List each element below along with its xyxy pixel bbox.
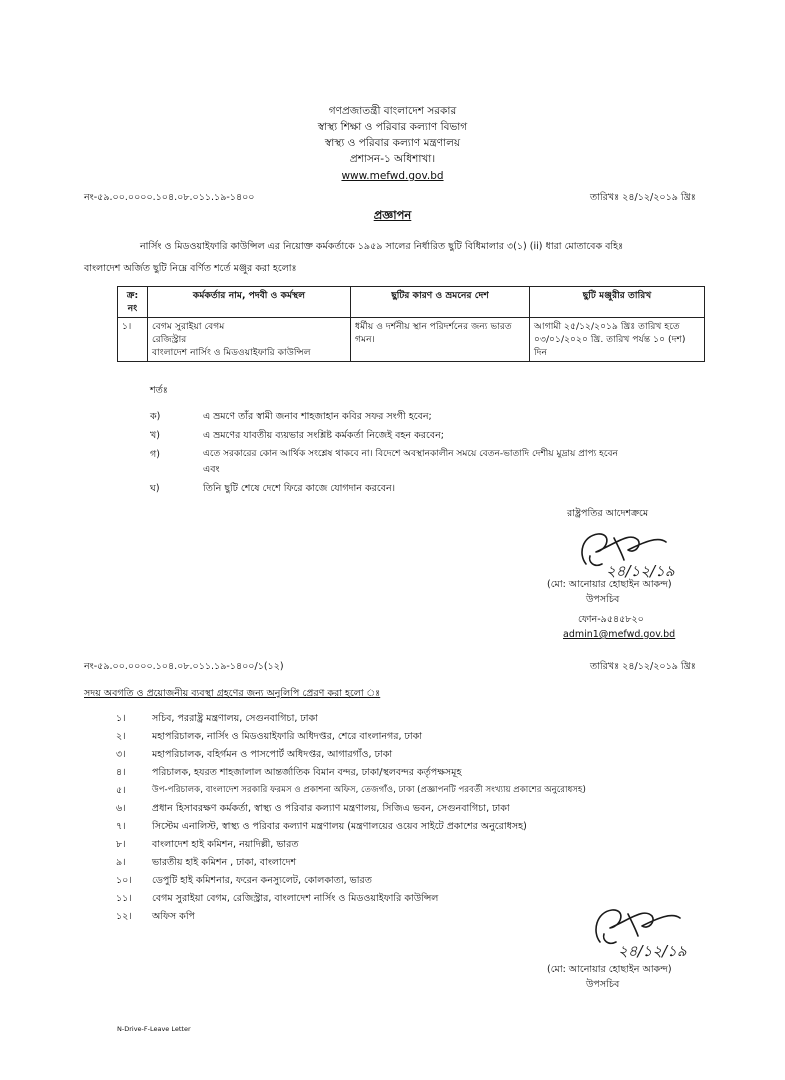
intro-line-1: নার্সিং ও মিডওয়াইফারি কাউন্সিল এর নিয়োক্ত কর্মকর্তাকে ১৯৫৯ সালের নির্ধারিত ছুটি বিধিমালার ৩(১) (ii) ধারা মোতাবেক বহিঃ [140,241,624,252]
condition-text-ka: এ ভ্রমণে তাঁর স্বামী জনাব শাহজাহান কবির সফর সংগী হবেন; [203,411,432,422]
distribution-number: ৯। [116,857,126,868]
copy-memo-number: নং-৫৯.০০.০০০০.১০৪.০৮.০১১.১৯-১৪০০/১(১২) [84,661,284,672]
leave-table-header-row [118,287,705,318]
distribution-text: মহাপরিচালক, বহির্গমন ও পাসপোর্ট অধিদপ্তর, আগারগাঁও, ঢাকা [152,749,393,760]
distribution-text: উপ-পরিচালক, বাংলাদেশ সরকারি ফরমস ও প্রকাশনা অফিস, তেজগাঁও, ঢাকা (প্রজ্ঞাপনটি পরবর্তী সংখ্যায় প্রকাশের অনুরোধসহ) [152,785,586,795]
distribution-text: পরিচালক, হযরত শাহজালাল আন্তর্জাতিক বিমান বন্দর, ঢাকা/স্থলবন্দর কর্তৃপক্ষসমূহ [152,767,462,778]
distribution-number: ১। [116,713,126,724]
header-line-division: স্বাস্থ্য শিক্ষা ও পরিবার কল্যাণ বিভাগ [317,121,468,133]
distribution-text: ডেপুটি হাই কমিশনার, ফরেন কনস্যুলেট, কোলকাতা, ভারত [152,875,372,886]
row-serial: ১। [118,318,148,362]
condition-label-ka: ক) [150,411,161,422]
signature-2-date: ২৪/১২/১৯ [618,942,687,960]
header-website-link[interactable]: www.mefwd.gov.bd [341,170,444,182]
condition-label-gha: ঘ) [150,483,160,494]
condition-text-kha: এ ভ্রমণের যাবতীয় ব্যয়ভার সংশ্লিষ্ট কর্মকর্তা নিজেই বহন করবেন; [203,430,444,441]
memo-number: নং-৫৯.০০.০০০০.১০৪.০৮.০১১.১৯-১৪০০ [84,192,255,203]
header-line-ministry: স্বাস্থ্য ও পরিবার কল্যাণ মন্ত্রণালয় [324,137,461,149]
table-row [118,318,705,362]
row-officer-workplace: বাংলাদেশ নার্সিং ও মিডওয়াইফারি কাউন্সিল [152,347,311,358]
signatory-designation: উপসচিব [586,594,620,605]
header-serial-line1: ক্র: [126,290,139,301]
row-officer [148,318,351,362]
distribution-number: ২। [116,731,126,742]
signature-image-2 [580,900,710,962]
signatory-name-2: (মো: আনোয়ার হোছাইন আকন্দ) [547,964,672,975]
signatory-designation-2: উপসচিব [586,979,620,990]
distribution-number: ৮। [116,839,126,850]
distribution-text: সিস্টেম এনালিস্ট, স্বাস্থ্য ও পরিবার কল্যাণ মন্ত্রণালয় (মন্ত্রণালয়ের ওয়েব সাইটে প্রকাশের অনুরোধসহ) [152,821,527,832]
conditions-heading: শর্তঃ [150,385,168,396]
header-line-government: গণপ্রজাতন্ত্রী বাংলাদেশ সরকার [328,105,457,117]
presidential-order-line: রাষ্ট্রপতির আদেশক্রমে [567,508,649,519]
intro-line-2: বাংলাদেশ অর্জিত ছুটি নিম্নে বর্ণিত শর্তে মঞ্জুর করা হলোঃ [84,263,297,274]
header-date: ছুটি মঞ্জুরীর তারিখ [530,287,705,318]
distribution-number: ১০। [116,875,132,886]
signature-date: ২৪/১২/১৯ [606,562,675,580]
distribution-text: প্রধান হিসাবরক্ষণ কর্মকর্তা, স্বাস্থ্য ও পরিবার কল্যাণ মন্ত্রণালয়, সিজিএ ভবন, সেগুনবাগিচা, ঢাকা [152,803,510,814]
footer-file-label: N-Drive-F-Leave Letter [117,1025,191,1033]
distribution-number: ৫। [116,785,126,796]
distribution-text: মহাপরিচালক, নার্সিং ও মিডওয়াইফারি অধিদপ্তর, শেরে বাংলানগর, ঢাকা [152,731,423,742]
distribution-text: বেগম সুরাইয়া বেগম, রেজিস্ট্রার, বাংলাদেশ নার্সিং ও মিডওয়াইফারি কাউন্সিল [152,893,439,904]
distribution-text: ভারতীয় হাই কমিশন , ঢাকা, বাংলাদেশ [152,857,297,868]
memo-date: তারিখঃ ২৪/১২/২০১৯ খ্রিঃ [590,192,696,203]
condition-text-gha: তিনি ছুটি শেষে দেশে ফিরে কাজে যোগদান করবেন। [203,483,396,494]
distribution-number: ৪। [116,767,126,778]
row-date: আগামী ২৫/১২/২০১৯ খ্রিঃ তারিখ হতে ০৩/০১/২০২০ খ্রি. তারিখ পর্যন্ত ১০ (দশ) দিন [530,318,705,362]
header-reason: ছুটির কারণ ও ভ্রমনের দেশ [351,287,530,318]
condition-text-ga-continued: এবং [203,464,220,475]
header-serial-line2: নং [127,303,138,314]
condition-label-kha: খ) [150,430,160,441]
distribution-number: ৭। [116,821,126,832]
document-title: প্রজ্ঞাপন [373,208,412,222]
distribution-number: ১২। [116,911,132,922]
distribution-text: অফিস কপি [152,911,195,922]
row-officer-name: বেগম সুরাইয়া বেগম [152,321,225,332]
signatory-name: (মো: আনোয়ার হোছাইন আকন্দ) [547,579,672,590]
distribution-number: ১১। [116,893,132,904]
signature-image [568,524,698,582]
signatory-phone: ফোন-৯৫৪৫৮২০ [578,614,644,625]
distribution-text: সচিব, পররাষ্ট্র মন্ত্রণালয়, সেগুনবাগিচা, ঢাকা [152,713,318,724]
distribution-number: ৬। [116,803,126,814]
condition-label-ga: গ) [150,449,160,460]
copy-memo-date: তারিখঃ ২৪/১২/২০১৯ খ্রিঃ [590,661,696,672]
header-serial [118,287,148,318]
header-officer: কর্মকর্তার নাম, পদবী ও কর্মস্থল [148,287,351,318]
distribution-heading: সদয় অবগতি ও প্রয়োজনীয় ব্যবস্থা গ্রহণের জন্য অনুলিপি প্রেরণ করা হলো ঃ [84,688,381,699]
signatory-email-link[interactable]: admin1@mefwd.gov.bd [563,629,676,640]
header-line-wing: প্রশাসন-১ অধিশাখা। [349,153,436,165]
leave-table [117,286,705,362]
distribution-text: বাংলাদেশ হাই কমিশন, নয়াদিল্লী, ভারত [152,839,299,850]
row-officer-designation: রেজিস্ট্রার [152,334,187,345]
distribution-number: ৩। [116,749,126,760]
condition-text-ga: এতে সরকারের কোন আর্থিক সংশ্লেষ থাকবে না। বিদেশে অবস্থানকালীন সময়ে বেতন-ভাতাদি দেশীয় মুদ্রায় প্রাপ্য হবেন [203,449,618,459]
row-reason: ধর্মীয় ও দর্শনীয় স্থান পরিদর্শনের জন্য ভারত গমন। [351,318,530,362]
